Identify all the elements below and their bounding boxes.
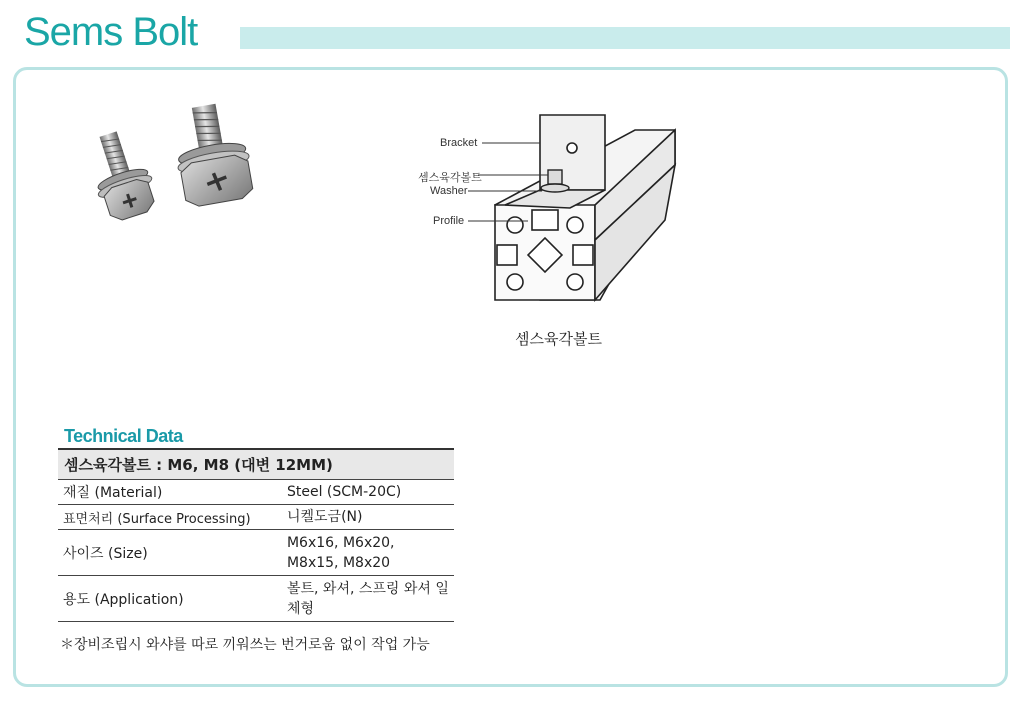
technical-data-heading: Technical Data (64, 426, 183, 446)
assembly-note: ＊장비조립시 와샤를 따로 끼워쓰는 번거로움 없이 작업 가능 (60, 637, 430, 653)
table-row (58, 480, 454, 505)
label-sems-bolt: 셈스육각볼트 (418, 172, 482, 184)
table-row (58, 505, 454, 530)
row-value: 볼트, 와셔, 스프링 와셔 일체형 (283, 576, 454, 622)
table-title-row (58, 449, 454, 480)
row-label: 사이즈 (Size) (58, 530, 283, 576)
page-title: Sems Bolt (24, 10, 198, 54)
row-value: Steel (SCM-20C) (283, 480, 454, 505)
table-row (58, 576, 454, 622)
table-title: 셈스육각볼트 : M6, M8 (대변 12MM) (58, 449, 454, 480)
title-accent-bar (240, 27, 1010, 49)
label-washer: Washer (430, 185, 468, 197)
table-row (58, 530, 454, 576)
diagram-caption: 셈스육각볼트 (515, 330, 602, 348)
row-value: M6x16, M6x20, M8x15, M8x20 (283, 530, 454, 576)
label-bracket: Bracket (440, 137, 478, 149)
sems-bolt-photo (70, 95, 270, 245)
row-label: 재질 (Material) (58, 480, 283, 505)
row-label: 표면처리 (Surface Processing) (58, 505, 283, 530)
row-value: 니켈도금(N) (283, 505, 454, 530)
row-label: 용도 (Application) (58, 576, 283, 622)
large-bolt (168, 100, 256, 209)
label-profile: Profile (433, 215, 465, 227)
small-bolt (81, 125, 161, 224)
technical-data-table (58, 448, 454, 622)
